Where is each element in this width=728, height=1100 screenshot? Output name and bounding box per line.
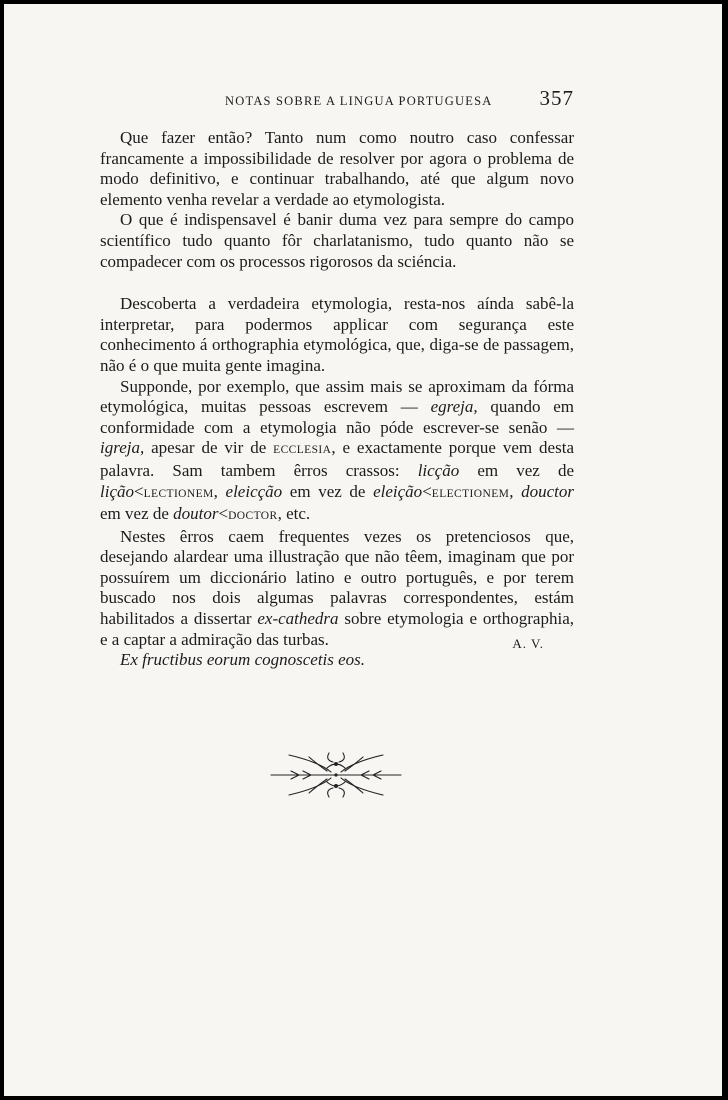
- italic-word: igreja,: [100, 438, 145, 458]
- text-run: Supponde, por exemplo, que assim mais se aproximam da fórma etymológica, muitas pessoas escrevem —: [100, 376, 574, 417]
- italic-word: eleicção: [225, 481, 283, 501]
- text-run: ,: [509, 481, 522, 501]
- derivation-sign: <: [218, 504, 229, 524]
- paragraph: O que é indispensavel é banir duma vez para sempre do campo scientífico tudo quanto fôr charlatanismo, tudo quanto não se compadecer com os processos rigorosos da sciéncia.: [100, 210, 574, 271]
- italic-word: licção: [417, 460, 460, 480]
- page-header: [100, 86, 574, 116]
- motto-text: Ex fructibus eorum cognoscetis eos.: [120, 650, 366, 670]
- italic-word: ex-cathedra: [257, 609, 339, 629]
- italic-word: douctor: [521, 481, 575, 501]
- fleuron-ornament: [269, 750, 403, 800]
- italic-word: doutor: [173, 504, 219, 524]
- text-run: em vez de: [282, 481, 374, 501]
- derivation-sign: <: [134, 481, 144, 501]
- body-text: [100, 128, 574, 671]
- text-run: Nestes êrros caem frequentes vezes os pretenciosos que, desejando alardear uma illustração que não têem, imaginam que por possuírem um diccionário latino e outro português, e por terem buscado nos dois algumas palavras correspondentes, estám habilitados a dissertar: [100, 526, 574, 629]
- paragraph: [100, 527, 574, 651]
- latin-etymon: ELECTIONEM: [431, 487, 510, 500]
- paragraph: [100, 377, 574, 527]
- running-title: NOTAS SOBRE A LINGUA PORTUGUESA: [225, 94, 493, 108]
- text-run: sobre etymologia e orthographia, e a captar a admiração das turbas.: [100, 609, 574, 649]
- text-run: apesar de vir de: [144, 438, 274, 458]
- italic-word: eleição: [373, 481, 423, 501]
- document-page: [4, 4, 722, 1096]
- paragraph: Descoberta a verdadeira etymologia, resta-nos aínda sabê-la interpretar, para podermos applicar com segurança este conhecimento á orthographia etymológica, que, diga-se de passagem, não é o que muita gente imagina.: [100, 294, 574, 375]
- latin-etymon: ECCLESIA: [273, 444, 332, 457]
- text-run: em vez de: [459, 460, 575, 480]
- text-run: , e exactamente porque vem desta palavra. Sam tambem êrros crassos:: [100, 438, 574, 480]
- latin-etymon: DOCTOR: [228, 510, 278, 523]
- derivation-sign: <: [422, 481, 432, 501]
- text-run: , etc.: [277, 504, 311, 524]
- latin-motto: [100, 650, 574, 671]
- latin-etymon: LECTIONEM: [143, 487, 214, 500]
- page-number: 357: [539, 86, 574, 110]
- text-run: em vez de: [100, 504, 174, 524]
- italic-word: lição: [100, 481, 134, 501]
- italic-word: egreja,: [430, 397, 478, 417]
- paragraph: Que fazer então? Tanto num como noutro caso confessar francamente a impossibilidade de resolver por agora o problema de modo definitivo, e continuar trabalhando, até que algum novo elemento venha revelar a verdade ao etymologista.: [100, 128, 574, 209]
- text-run: ,: [213, 481, 226, 501]
- signature: A. V.: [512, 636, 544, 651]
- text-run: quando em conformidade com a etymologia não póde escrever-se senão —: [100, 397, 574, 437]
